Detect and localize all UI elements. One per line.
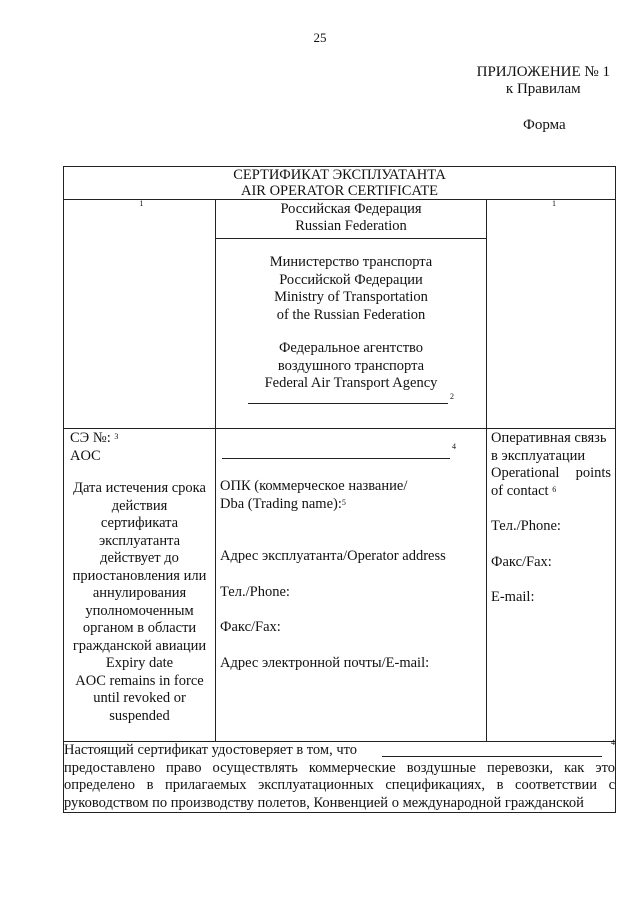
- agency-line: Федеральное агентство: [278, 340, 424, 356]
- expiry-line: until revoked or: [93, 690, 186, 706]
- certificate-body-first-line: [64, 738, 616, 760]
- expiry-line: действует до: [100, 550, 179, 566]
- footnote-3: 3: [114, 432, 119, 441]
- certificate-body-cell: [64, 738, 616, 813]
- expiry-block: [64, 480, 215, 725]
- email-label: Адрес электронной почты/E-mail:: [220, 654, 430, 671]
- aoc-label-en: AOC: [70, 447, 101, 464]
- footnote-1-left: 1: [139, 199, 144, 208]
- aoc-number-block: [64, 429, 215, 465]
- expiry-line: сертификата: [100, 515, 179, 531]
- op-contact-word: points: [575, 465, 612, 481]
- phone-label: Тел./Phone:: [220, 583, 290, 600]
- expiry-line: органом в области: [82, 620, 197, 636]
- certificate-body-text: предоставлено право осуществлять коммерческие воздушные перевозки, как это определено в прилагаемых эксплуатационных спецификациях, в соответствии с руководством по производству полетов, Конвенцией о международной гражданской: [64, 759, 616, 811]
- fax-label: Факс/Fax:: [220, 619, 281, 635]
- footnote-2: 2: [450, 391, 454, 401]
- appendix-subtitle: к Правилам: [505, 81, 581, 97]
- aoc-number-cell: [64, 429, 216, 742]
- expiry-line: suspended: [109, 707, 170, 724]
- expiry-line: AOC remains in force: [75, 672, 204, 689]
- certificate-table: [63, 166, 616, 813]
- expiry-line: аннулирования: [92, 585, 187, 601]
- agency-line: воздушного транспорта: [277, 357, 425, 374]
- ministry-line: Российской Федерации: [279, 271, 423, 288]
- emblem-left-cell: [64, 200, 216, 429]
- expiry-line: эксплуатанта: [98, 532, 181, 549]
- issuer-fill-line-row: [216, 393, 486, 415]
- operational-contact-cell: [487, 429, 616, 742]
- op-contact-line: в эксплуатации: [491, 447, 586, 464]
- right-email-label: E-mail:: [491, 589, 535, 605]
- right-phone-label: Тел./Phone:: [491, 518, 561, 534]
- federation-ru: Российская Федерация: [280, 201, 422, 217]
- dba-line-2: Dba (Trading name):: [220, 495, 342, 512]
- aoc-number-label: СЭ №:: [70, 430, 111, 446]
- ministry-line: Министерство транспорта: [269, 254, 433, 270]
- operator-address-label: Адрес эксплуатанта/Operator address: [220, 548, 446, 564]
- certificate-body-start: Настоящий сертификат удостоверяет в том, что: [64, 742, 358, 758]
- aoc-number-fill-line: [222, 458, 450, 459]
- footnote-1-right: 1: [552, 199, 556, 208]
- appendix-header: [477, 64, 610, 98]
- certificate-title: [64, 167, 616, 200]
- expiry-line: уполномоченным: [85, 602, 194, 619]
- footnote-6: 6: [552, 484, 557, 494]
- certificate-holder-fill-line: [382, 756, 602, 757]
- page-number: 25: [313, 30, 327, 45]
- certificate-title-ru: СЕРТИФИКАТ ЭКСПЛУАТАНТА: [233, 167, 446, 183]
- ministry-line: of the Russian Federation: [276, 306, 426, 323]
- op-contact-line: [491, 465, 611, 483]
- expiry-line: приостановления или: [72, 567, 207, 584]
- operator-details-cell: [216, 429, 487, 742]
- ministry-block: [216, 254, 486, 324]
- right-fax-label: Факс/Fax:: [491, 553, 552, 570]
- footnote-5: 5: [341, 497, 346, 507]
- certificate-title-en: AIR OPERATOR CERTIFICATE: [240, 183, 439, 199]
- dba-line-1: ОПК (коммерческое название/: [220, 478, 408, 494]
- operator-details-block: [216, 476, 486, 672]
- appendix-title: ПРИЛОЖЕНИЕ № 1: [476, 64, 610, 80]
- expiry-line: Expiry date: [105, 655, 174, 671]
- footnote-4-body: 4: [611, 738, 616, 747]
- expiry-line: гражданской авиации: [72, 637, 207, 654]
- agency-block: [216, 340, 486, 393]
- operational-contact-block: [487, 429, 615, 607]
- op-contact-line: Оперативная связь: [491, 430, 607, 446]
- op-contact-word: Operational: [491, 465, 560, 481]
- footnote-4: 4: [452, 442, 456, 451]
- issuer-cell: [216, 200, 487, 429]
- ministry-line: Ministry of Transportation: [274, 289, 428, 305]
- federation-en: Russian Federation: [295, 218, 407, 234]
- federation-block: [216, 200, 486, 239]
- issuer-fill-line: [248, 403, 448, 404]
- form-label: Форма: [523, 117, 566, 133]
- op-contact-line: of contact: [491, 482, 549, 499]
- expiry-line: действия: [111, 497, 168, 514]
- aoc-number-fill-row: [216, 429, 486, 463]
- agency-line: Federal Air Transport Agency: [264, 375, 438, 391]
- expiry-line: Дата истечения срока: [73, 480, 206, 496]
- emblem-right-cell: [487, 200, 616, 429]
